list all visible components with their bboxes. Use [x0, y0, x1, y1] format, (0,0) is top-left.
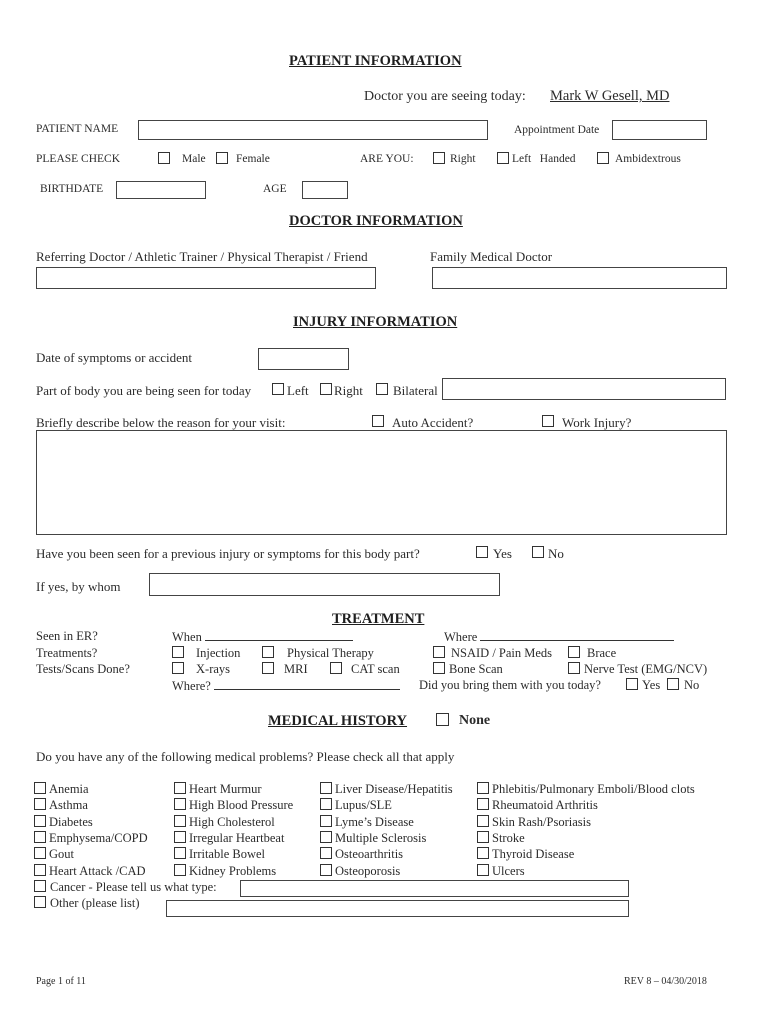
bring-no-checkbox[interactable] — [667, 678, 679, 690]
page-number: Page 1 of 11 — [36, 976, 86, 987]
condition-label: Irregular Heartbeat — [189, 831, 285, 845]
cat-scan-label: CAT scan — [351, 662, 400, 676]
nsaid-checkbox[interactable] — [433, 646, 445, 658]
female-label: Female — [236, 153, 270, 165]
referring-doctor-label: Referring Doctor / Athletic Trainer / Physical Therapist / Friend — [36, 249, 368, 264]
brace-checkbox[interactable] — [568, 646, 580, 658]
auto-accident-checkbox[interactable] — [372, 415, 384, 427]
referring-doctor-field[interactable] — [36, 267, 376, 289]
condition-checkbox[interactable] — [34, 815, 46, 827]
condition-label: Irritable Bowel — [189, 847, 266, 861]
condition-checkbox[interactable] — [320, 815, 332, 827]
appointment-date-field[interactable] — [612, 120, 707, 140]
medical-question: Do you have any of the following medical problems? Please check all that apply — [36, 749, 455, 764]
condition-label: Phlebitis/Pulmonary Emboli/Blood clots — [492, 782, 695, 796]
condition-checkbox[interactable] — [320, 782, 332, 794]
condition-checkbox[interactable] — [477, 847, 489, 859]
auto-accident-label: Auto Accident? — [392, 415, 474, 430]
condition-label: High Blood Pressure — [189, 798, 294, 812]
condition-checkbox[interactable] — [320, 864, 332, 876]
treatments-label: Treatments? — [36, 646, 98, 660]
right-handed-checkbox[interactable] — [433, 152, 445, 164]
condition-label: Rheumatoid Arthritis — [492, 798, 598, 812]
other-label: Other (please list) — [50, 896, 140, 910]
body-left-checkbox[interactable] — [272, 383, 284, 395]
seen-er-label: Seen in ER? — [36, 629, 98, 643]
condition-label: Liver Disease/Hepatitis — [335, 782, 453, 796]
condition-label: Ulcers — [492, 864, 525, 878]
body-right-label: Right — [334, 383, 363, 398]
previous-injury-label: Have you been seen for a previous injury or symptoms for this body part? — [36, 546, 420, 561]
condition-checkbox[interactable] — [174, 864, 186, 876]
condition-label: Osteoarthritis — [335, 847, 404, 861]
where-tests-label — [172, 679, 400, 693]
condition-checkbox[interactable] — [477, 798, 489, 810]
condition-label: Diabetes — [49, 815, 93, 829]
birthdate-label: BIRTHDATE — [40, 183, 104, 195]
condition-label: Skin Rash/Psoriasis — [492, 815, 591, 829]
condition-checkbox[interactable] — [477, 864, 489, 876]
cat-scan-checkbox[interactable] — [330, 662, 342, 674]
revision: REV 8 – 04/30/2018 — [624, 976, 707, 987]
patient-name-label: PATIENT NAME — [36, 123, 119, 135]
bilateral-checkbox[interactable] — [376, 383, 388, 395]
condition-checkbox[interactable] — [320, 798, 332, 810]
body-left-label: Left — [287, 383, 309, 398]
describe-label: Briefly describe below the reason for your visit: — [36, 415, 286, 430]
left-handed-checkbox[interactable] — [497, 152, 509, 164]
symptom-date-field[interactable] — [258, 348, 349, 370]
previous-no-checkbox[interactable] — [532, 546, 544, 558]
cancer-label: Cancer - Please tell us what type: — [50, 880, 217, 894]
previous-yes-label: Yes — [493, 546, 512, 561]
condition-label: Lyme’s Disease — [335, 815, 414, 829]
xrays-label: X-rays — [196, 662, 231, 676]
please-check-label: PLEASE CHECK — [36, 153, 121, 165]
physical-therapy-checkbox[interactable] — [262, 646, 274, 658]
bone-scan-label: Bone Scan — [449, 662, 503, 676]
condition-label: Kidney Problems — [189, 864, 277, 878]
bone-scan-checkbox[interactable] — [433, 662, 445, 674]
brace-label: Brace — [587, 646, 617, 660]
condition-label: Lupus/SLE — [335, 798, 392, 812]
bilateral-label: Bilateral — [393, 383, 438, 398]
other-field[interactable] — [166, 900, 629, 917]
condition-checkbox[interactable] — [174, 798, 186, 810]
by-whom-label: If yes, by whom — [36, 579, 121, 594]
injection-checkbox[interactable] — [172, 646, 184, 658]
condition-checkbox[interactable] — [320, 831, 332, 843]
visit-reason-textarea[interactable] — [36, 430, 727, 535]
left-handed-label: Left Handed — [512, 153, 576, 165]
bring-yes-label: Yes — [642, 678, 661, 692]
birthdate-field[interactable] — [116, 181, 206, 199]
condition-label: Stroke — [492, 831, 525, 845]
where-tests-field[interactable] — [214, 679, 400, 690]
symptom-date-label: Date of symptoms or accident — [36, 350, 192, 365]
condition-checkbox[interactable] — [174, 782, 186, 794]
condition-label: Osteoporosis — [335, 864, 401, 878]
body-part-field[interactable] — [442, 378, 726, 400]
condition-label: High Cholesterol — [189, 815, 275, 829]
condition-checkbox[interactable] — [477, 815, 489, 827]
condition-label: Multiple Sclerosis — [335, 831, 427, 845]
condition-label: Anemia — [49, 782, 89, 796]
right-label: Right — [450, 153, 476, 165]
condition-checkbox[interactable] — [174, 831, 186, 843]
condition-label: Gout — [49, 847, 74, 861]
nerve-test-checkbox[interactable] — [568, 662, 580, 674]
work-injury-label: Work Injury? — [562, 415, 632, 430]
are-you-label: ARE YOU: — [360, 153, 414, 165]
none-checkbox[interactable] — [436, 713, 449, 726]
tests-label: Tests/Scans Done? — [36, 662, 130, 676]
male-checkbox[interactable] — [158, 152, 170, 164]
nsaid-label: NSAID / Pain Meds — [451, 646, 553, 660]
injury-info-heading: INJURY INFORMATION — [293, 314, 458, 330]
xrays-checkbox[interactable] — [172, 662, 184, 674]
condition-label: Thyroid Disease — [492, 847, 575, 861]
ambidextrous-checkbox[interactable] — [597, 152, 609, 164]
injection-label: Injection — [196, 646, 241, 660]
where-tests-text: Where? — [172, 679, 211, 693]
when-text: When — [172, 630, 202, 644]
condition-checkbox[interactable] — [34, 847, 46, 859]
age-field[interactable] — [302, 181, 348, 199]
when-field[interactable] — [205, 630, 353, 641]
where-field[interactable] — [480, 630, 674, 641]
condition-label: Asthma — [49, 798, 88, 812]
cancer-checkbox[interactable] — [34, 880, 46, 892]
condition-checkbox[interactable] — [34, 798, 46, 810]
body-part-label: Part of body you are being seen for today — [36, 383, 252, 398]
previous-no-label: No — [548, 546, 564, 561]
condition-checkbox[interactable] — [477, 831, 489, 843]
previous-yes-checkbox[interactable] — [476, 546, 488, 558]
bring-label: Did you bring them with you today? — [419, 678, 601, 692]
mri-checkbox[interactable] — [262, 662, 274, 674]
by-whom-field[interactable] — [149, 573, 500, 596]
patient-name-field[interactable] — [138, 120, 488, 140]
physical-therapy-label: Physical Therapy — [287, 646, 374, 660]
doctor-seeing-value: Mark W Gesell, MD — [550, 88, 670, 104]
cancer-field[interactable] — [240, 880, 629, 897]
doctor-seeing-label: Doctor you are seeing today: — [364, 89, 526, 104]
condition-checkbox[interactable] — [34, 864, 46, 876]
family-doctor-field[interactable] — [432, 267, 727, 289]
condition-checkbox[interactable] — [477, 782, 489, 794]
when-label — [172, 630, 353, 644]
treatment-heading: TREATMENT — [332, 611, 425, 627]
family-doctor-label: Family Medical Doctor — [430, 249, 553, 264]
age-label: AGE — [263, 183, 287, 195]
bring-no-label: No — [684, 678, 700, 692]
bring-yes-checkbox[interactable] — [626, 678, 638, 690]
nerve-test-label: Nerve Test (EMG/NCV) — [584, 662, 708, 676]
condition-checkbox[interactable] — [320, 847, 332, 859]
ambidextrous-label: Ambidextrous — [615, 153, 681, 165]
medical-history-heading: MEDICAL HISTORY — [268, 713, 408, 729]
other-checkbox[interactable] — [34, 896, 46, 908]
condition-checkbox[interactable] — [174, 847, 186, 859]
male-label: Male — [182, 153, 206, 165]
where-label — [444, 630, 674, 644]
doctor-info-heading: DOCTOR INFORMATION — [289, 213, 463, 229]
mri-label: MRI — [284, 662, 308, 676]
where-text: Where — [444, 630, 478, 644]
condition-checkbox[interactable] — [34, 782, 46, 794]
condition-checkbox[interactable] — [174, 815, 186, 827]
appointment-date-label: Appointment Date — [514, 124, 600, 136]
none-label: None — [459, 713, 491, 728]
work-injury-checkbox[interactable] — [542, 415, 554, 427]
patient-info-heading: PATIENT INFORMATION — [289, 53, 462, 69]
body-right-checkbox[interactable] — [320, 383, 332, 395]
condition-label: Emphysema/COPD — [49, 831, 148, 845]
female-checkbox[interactable] — [216, 152, 228, 164]
condition-label: Heart Murmur — [189, 782, 262, 796]
condition-label: Heart Attack /CAD — [49, 864, 146, 878]
condition-checkbox[interactable] — [34, 831, 46, 843]
